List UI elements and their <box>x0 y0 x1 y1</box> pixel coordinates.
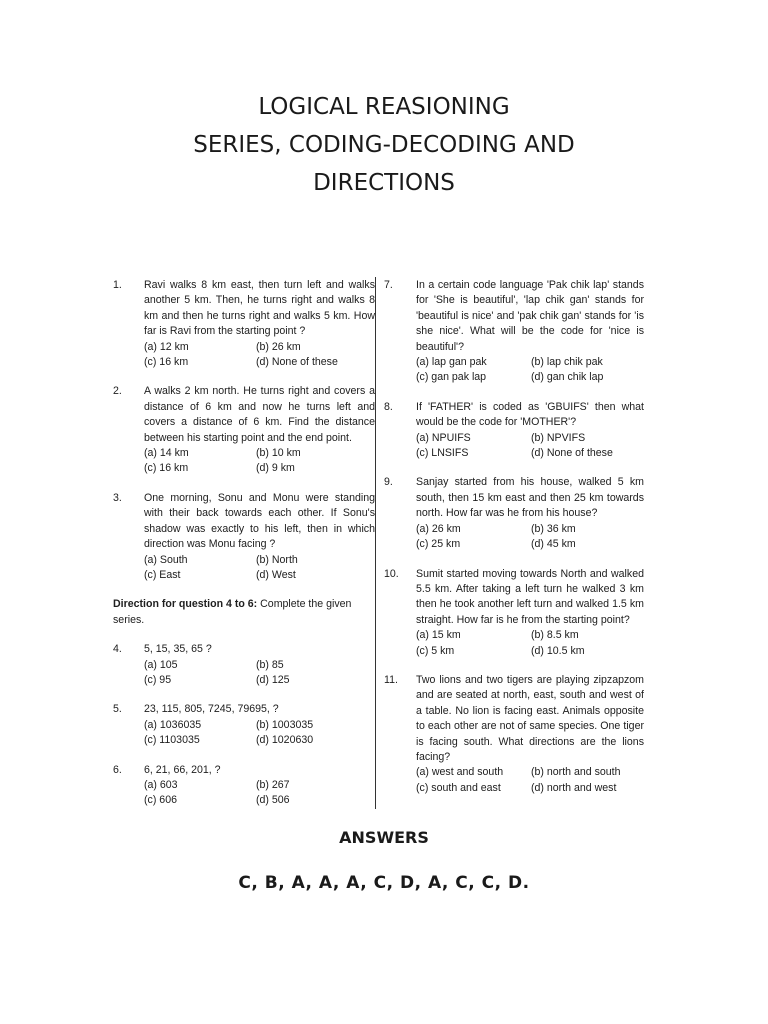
question-number: 2. <box>113 385 122 398</box>
options <box>416 355 644 386</box>
option-a: (a) 14 km <box>144 447 189 460</box>
option-a: (a) 15 km <box>416 629 461 642</box>
direction-text: Complete the given series. <box>113 598 352 626</box>
option-d: (d) None of these <box>531 447 613 460</box>
question-4 <box>113 642 375 688</box>
options <box>144 778 375 809</box>
option-b: (b) 8.5 km <box>531 629 579 642</box>
option-d: (d) West <box>256 568 296 581</box>
title-line-1: LOGICAL REASIONING <box>258 94 510 120</box>
option-a: (a) lap gan pak <box>416 356 487 369</box>
question-text: In a certain code language 'Pak chik lap' stands for 'She is beautiful', 'lap chik gan' stands for 'beautiful is nice' and 'pak chik gan' stands for 'is she nice'. What will be the code for 'nice is beautiful'? <box>416 279 644 353</box>
question-text: A walks 2 km north. He turns right and covers a distance of 6 km and now he turns left and covers a distance of 6 km. Find the distance between his starting point and the end point. <box>144 385 375 444</box>
question-10 <box>384 567 644 659</box>
option-d: (d) 10.5 km <box>531 644 585 657</box>
options <box>144 553 375 584</box>
question-number: 8. <box>384 400 393 413</box>
right-column <box>384 278 644 796</box>
option-b: (b) NPVIFS <box>531 431 586 444</box>
option-a: (a) NPUIFS <box>416 431 471 444</box>
option-d: (d) 1020630 <box>256 734 314 747</box>
options <box>144 446 375 477</box>
option-b: (b) 26 km <box>256 340 301 353</box>
option-c: (c) 1103035 <box>144 734 200 747</box>
title-line-3: DIRECTIONS <box>313 170 455 196</box>
option-d: (d) 506 <box>256 794 290 807</box>
option-a: (a) 12 km <box>144 340 189 353</box>
question-text: Sumit started moving towards North and walked 5.5 km. After taking a left turn he walked 3 km then he took another left turn and walked 1.5 km straight. How far is he from the starting point? <box>416 567 644 626</box>
options <box>416 431 644 462</box>
question-8 <box>384 400 644 462</box>
question-11 <box>384 673 644 796</box>
option-d: (d) 45 km <box>531 538 576 551</box>
option-b: (b) North <box>256 553 298 566</box>
option-a: (a) 26 km <box>416 522 461 535</box>
question-9 <box>384 475 644 552</box>
option-b: (b) 36 km <box>531 522 576 535</box>
question-number: 11. <box>384 673 398 686</box>
option-c: (c) 95 <box>144 673 172 686</box>
question-6 <box>113 763 375 809</box>
option-d: (d) gan chik lap <box>531 371 604 384</box>
question-number: 9. <box>384 476 393 489</box>
option-b: (b) lap chik pak <box>531 356 603 369</box>
option-d: (d) 9 km <box>256 462 295 475</box>
question-number: 1. <box>113 279 122 291</box>
options <box>144 658 375 689</box>
question-1 <box>113 278 375 370</box>
question-3 <box>113 491 375 583</box>
question-number: 6. <box>113 763 122 776</box>
option-d: (d) 125 <box>256 673 290 686</box>
options <box>144 718 375 749</box>
option-a: (a) 1036035 <box>144 718 202 731</box>
answers-heading: ANSWERS <box>339 828 429 847</box>
option-a: (a) 603 <box>144 778 178 791</box>
question-number: 4. <box>113 643 122 656</box>
question-text: 23, 115, 805, 7245, 79695, ? <box>144 703 279 716</box>
question-text: One morning, Sonu and Monu were standing with their back towards each other. If Sonu's shadow was exactly to his left, then in which direction was Monu facing ? <box>144 491 375 551</box>
series-direction <box>113 597 375 628</box>
question-number: 10. <box>384 567 399 580</box>
option-d: (d) None of these <box>256 356 338 369</box>
question-number: 5. <box>113 703 122 716</box>
question-5 <box>113 702 375 748</box>
option-b: (b) 10 km <box>256 447 301 460</box>
question-text: If 'FATHER' is coded as 'GBUIFS' then what would be the code for 'MOTHER'? <box>416 400 644 429</box>
question-text: 5, 15, 35, 65 ? <box>144 643 212 656</box>
question-text: 6, 21, 66, 201, ? <box>144 763 221 776</box>
document-title <box>0 88 768 202</box>
option-d: (d) north and west <box>531 781 617 794</box>
question-7 <box>384 278 644 386</box>
option-b: (b) north and south <box>531 766 621 779</box>
question-text: Two lions and two tigers are playing zipzapzom and are seated at north, east, south and west of a table. No lion is facing east. Animals opposite to each other are not of same species. One tiger is facing south. What directions are the lions facing? <box>416 673 644 763</box>
question-number: 3. <box>113 491 122 504</box>
option-b: (b) 1003035 <box>256 718 314 731</box>
column-divider <box>375 277 376 809</box>
option-c: (c) 16 km <box>144 356 189 369</box>
option-b: (b) 85 <box>256 658 284 671</box>
option-c: (c) 606 <box>144 794 177 807</box>
option-c: (c) LNSIFS <box>416 447 469 460</box>
options <box>416 765 644 796</box>
options <box>416 628 644 659</box>
option-b: (b) 267 <box>256 778 290 791</box>
option-a: (a) South <box>144 553 188 566</box>
direction-label: Direction for question 4 to 6: <box>113 598 258 611</box>
option-a: (a) 105 <box>144 658 178 671</box>
question-text: Sanjay started from his house, walked 5 km south, then 15 km east and then 25 km towards north. How far was he from his house? <box>416 476 644 520</box>
answers-list: C, B, A, A, A, C, D, A, C, C, D. <box>238 873 530 893</box>
option-c: (c) gan pak lap <box>416 371 487 384</box>
option-c: (c) East <box>144 568 181 581</box>
option-a: (a) west and south <box>416 766 504 779</box>
question-2 <box>113 384 375 476</box>
question-number: 7. <box>384 279 393 291</box>
option-c: (c) south and east <box>416 781 501 794</box>
question-text: Ravi walks 8 km east, then turn left and walks another 5 km. Then, he turns right and walks 8 km and then he turns right and walks 5 km. How far is Ravi from the starting point ? <box>144 279 375 338</box>
options <box>416 522 644 553</box>
option-c: (c) 16 km <box>144 462 189 475</box>
options <box>144 340 375 371</box>
left-column <box>113 278 375 809</box>
option-c: (c) 25 km <box>416 538 461 551</box>
title-line-2: SERIES, CODING-DECODING AND <box>193 132 575 158</box>
option-c: (c) 5 km <box>416 644 455 657</box>
